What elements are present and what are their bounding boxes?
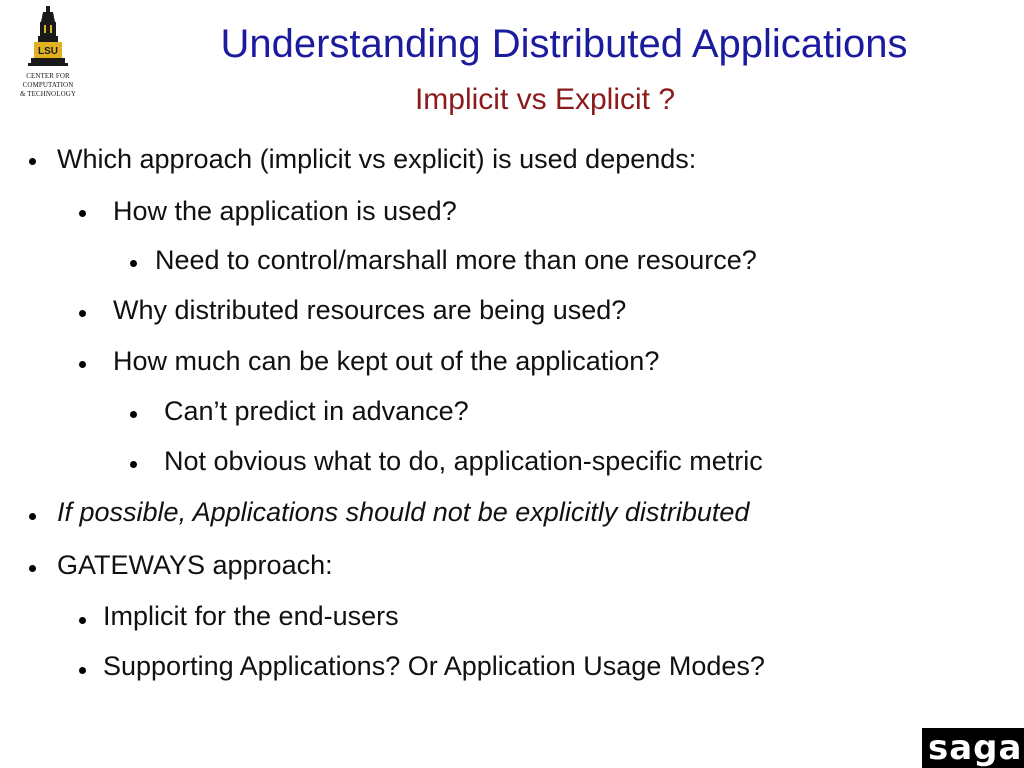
bullet-marker: [29, 565, 36, 572]
slide-title: Understanding Distributed Applications: [220, 22, 908, 66]
bullet-item: Implicit for the end-users: [103, 601, 399, 631]
bullet-marker: [79, 667, 86, 674]
bullet-item: If possible, Applications should not be explicitly distributed: [57, 497, 750, 527]
bullet-marker: [130, 260, 137, 267]
bullet-item: How much can be kept out of the application?: [113, 346, 660, 376]
bullet-marker: [79, 361, 86, 368]
bullet-marker: [130, 461, 137, 468]
saga-logo: [922, 728, 1024, 768]
bullet-item: How the application is used?: [113, 196, 457, 226]
logo-lsu-text: LSU: [38, 46, 58, 57]
bullet-item: Supporting Applications? Or Application Usage Modes?: [103, 651, 765, 681]
bullet-item: Need to control/marshall more than one resource?: [155, 245, 757, 275]
bullet-item: Can’t predict in advance?: [164, 396, 469, 426]
bullet-marker: [130, 411, 137, 418]
bullet-marker: [79, 210, 86, 217]
bullet-item: Which approach (implicit vs explicit) is used depends:: [57, 144, 697, 174]
bullet-item: GATEWAYS approach:: [57, 550, 333, 580]
logo-caption-line2: & TECHNOLOGY: [19, 90, 77, 98]
saga-logo-text: saga: [928, 728, 1023, 768]
slide-subtitle: Implicit vs Explicit ?: [414, 83, 676, 116]
bullet-marker: [79, 310, 86, 317]
bullet-item: Why distributed resources are being used?: [113, 295, 627, 325]
bullet-item: Not obvious what to do, application-specific metric: [164, 446, 763, 476]
bullet-marker: [79, 617, 86, 624]
bullet-marker: [29, 513, 36, 520]
logo-caption-line1: CENTER FOR COMPUTATION: [22, 72, 74, 89]
bullet-marker: [29, 158, 36, 165]
